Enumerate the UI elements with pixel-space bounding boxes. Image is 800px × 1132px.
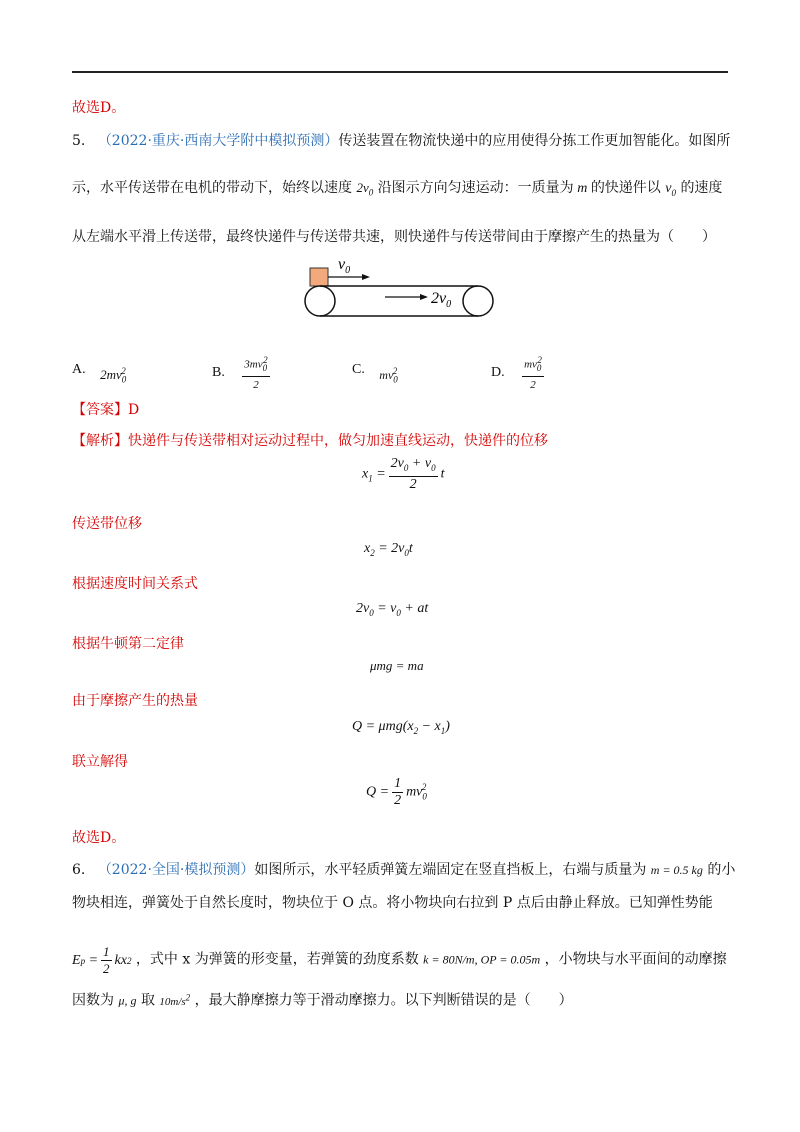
equation-result: Q = $\frac{1}{2}$ $mv_0^2$ xyxy=(366,776,427,808)
question-6-line-1: 6. （2022·全国·模拟预测）如图所示，水平轻质弹簧左端固定在竖直挡板上，右端与质量为 m = 0.5 kg 的小 xyxy=(72,862,736,878)
question-5-line-2: 示，水平传送带在电机的带动下，始终以速度 $2v_0$ 沿图示方向匀速运动：一质量为 m 的快递件以 $v_0$ 的速度 xyxy=(72,180,723,198)
final-answer: 故选D。 xyxy=(72,830,126,846)
analysis-line: 【解析】快递件与传送带相对运动过程中，做匀加速直线运动，快递件的位移 xyxy=(72,433,548,449)
question-text: 传送装置在物流快递中的应用使得分拣工作更加智能化。如图所 xyxy=(338,133,731,149)
option-b-expr: $\frac{3mv_0^2}{2}$ xyxy=(242,352,269,393)
question-number: 5. xyxy=(72,133,86,149)
top-rule xyxy=(72,71,728,73)
option-b[interactable]: B. $\frac{3mv_0^2}{2}$ xyxy=(212,352,273,393)
equation-heat: $Q = \mu mg(x_2 - x_1)$ xyxy=(352,719,450,736)
equation-x1: $x_1$ = $\frac{2v_0 + v_0}{2}$ t xyxy=(362,456,445,492)
question-5-line-3: 从左端水平滑上传送带，最终快递件与传送带共速，则快递件与传送带间由于摩擦产生的热量为（ ） xyxy=(72,229,716,245)
question-6-line-3: E p = $\frac{1}{2}$ kx 2 ，式中 x 为弹簧的形变量，若弹簧的劲度系数 k = 80N/m, OP = 0.05m ，小物块与水平面间的动摩擦 xyxy=(72,944,727,976)
previous-answer: 故选D。 xyxy=(72,100,126,116)
gravity-value: $10m/s^2$ xyxy=(159,992,191,1008)
step-solve: 联立解得 xyxy=(72,754,128,770)
question-6-line-4: 因数为 μ, g 取 $10m/s^2$ ，最大静摩擦力等于滑动摩擦力。以下判断错误的是（ ） xyxy=(72,992,573,1009)
step-newton-law: 根据牛顿第二定律 xyxy=(72,636,184,652)
v0-label: $v_0$ xyxy=(338,256,351,276)
equation-newton: μmg = ma xyxy=(370,658,424,673)
right-roller xyxy=(463,286,493,316)
analysis-tag: 【解析】 xyxy=(72,433,128,449)
speed-v0: $v_0$ xyxy=(665,181,676,198)
option-c[interactable]: C. $mv_0^2$ xyxy=(352,362,398,385)
mass-value: m = 0.5 kg xyxy=(650,863,703,877)
option-a-expr: $2mv_0^2$ xyxy=(100,366,127,385)
package-block xyxy=(310,268,328,286)
step-friction-heat: 由于摩擦产生的热量 xyxy=(72,693,198,709)
option-d-expr: $\frac{mv_0^2}{2}$ xyxy=(522,352,544,393)
question-6-line-2: 物块相连，弹簧处于自然长度时，物块位于 O 点。将小物块向右拉到 P 点后由静止释放。已知弹性势能 xyxy=(72,895,713,911)
2v0-label: $2v_0$ xyxy=(431,290,452,310)
elastic-energy-formula: E p = $\frac{1}{2}$ kx 2 xyxy=(72,944,132,976)
option-d[interactable]: D. $\frac{mv_0^2}{2}$ xyxy=(491,352,547,393)
spring-constant: k = 80N/m, OP = 0.05m xyxy=(423,952,541,967)
step-velocity-time: 根据速度时间关系式 xyxy=(72,576,198,592)
question-5-line-1 xyxy=(72,131,730,151)
speed-2v0: $2v_0$ xyxy=(356,180,374,198)
equation-velocity: $2v_0 = v_0$ + at xyxy=(356,601,429,618)
question-source: （2022·全国·模拟预测） xyxy=(97,862,255,878)
conveyor-belt-diagram xyxy=(300,255,500,323)
option-c-expr: $mv_0^2$ xyxy=(379,366,398,385)
option-a[interactable]: A. $2mv_0^2$ xyxy=(72,362,127,385)
answer-tag: 【答案】D xyxy=(72,402,140,418)
question-number: 6. xyxy=(72,862,86,878)
left-roller xyxy=(305,286,335,316)
question-source: （2022·重庆·西南大学附中模拟预测） xyxy=(97,133,339,149)
step-belt-displacement: 传送带位移 xyxy=(72,516,142,532)
equation-x2: $x_2 = 2v_0t$ xyxy=(364,541,413,558)
